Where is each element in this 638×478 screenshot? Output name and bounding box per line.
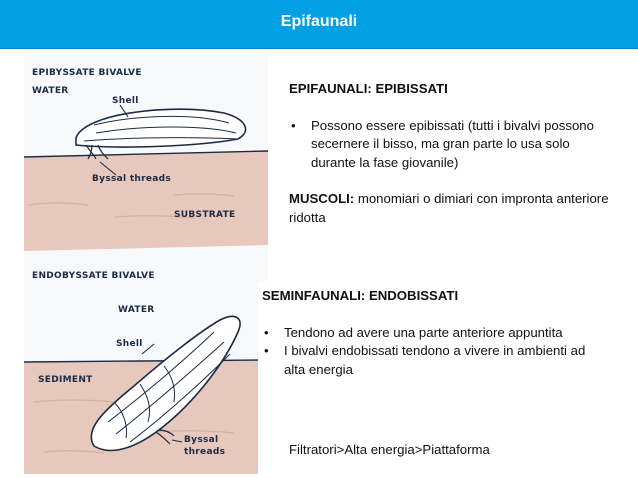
slide-header bbox=[0, 0, 638, 49]
epibyssate-title: EPIBYSSATE BIVALVE bbox=[32, 68, 142, 78]
endobyssate-shell-label: Shell bbox=[116, 339, 143, 349]
epibyssate-byssal-label: Byssal threads bbox=[92, 174, 172, 184]
footer-note-text: Filtratori>Alta energia>Piattaforma bbox=[289, 442, 490, 457]
epibyssate-shell-label: Shell bbox=[112, 96, 139, 106]
epibissati-bullets bbox=[289, 117, 609, 173]
endobyssate-title: ENDOBYSSATE BIVALVE bbox=[32, 271, 155, 281]
endobyssate-water-label: WATER bbox=[118, 305, 155, 315]
bullet-item: • Possono essere epibissati (tutti i bivalvi possono secernere il bisso, ma gran parte lo usa solo durante la fase giovanile) bbox=[289, 117, 609, 173]
epibyssate-substrate-label: SUBSTRATE bbox=[174, 210, 236, 220]
epibyssate-water-label: WATER bbox=[32, 86, 69, 96]
epibyssate-shell bbox=[76, 109, 246, 147]
bullet-item: • I bivalvi endobissati tendono a vivere in ambienti ad alta energia bbox=[262, 342, 592, 379]
slide-title: Epifaunali bbox=[280, 13, 358, 30]
endobissati-section bbox=[262, 287, 592, 379]
endobyssate-sediment-label: SEDIMENT bbox=[38, 375, 93, 385]
endobissati-heading: SEMINFAUNALI: ENDOBISSATI bbox=[262, 288, 459, 303]
epibissati-heading: EPIFAUNALI: EPIBISSATI bbox=[289, 81, 448, 96]
epibissati-section bbox=[289, 80, 609, 227]
muscoli-paragraph bbox=[289, 190, 609, 227]
endobyssate-figure bbox=[24, 262, 258, 474]
endobyssate-drawing bbox=[24, 262, 258, 474]
bullet-item: • Tendono ad avere una parte anteriore appuntita bbox=[262, 324, 592, 343]
muscoli-text: monomiari o dimiari con impronta anteriore ridotta bbox=[289, 191, 609, 225]
epibyssate-drawing bbox=[24, 55, 268, 281]
footer-note bbox=[289, 441, 609, 460]
endobyssate-byssal-label-1: Byssal bbox=[184, 435, 219, 445]
muscoli-label: MUSCOLI: bbox=[289, 191, 355, 206]
epibyssate-figure bbox=[24, 55, 268, 281]
endobissati-bullets bbox=[262, 324, 592, 380]
endobyssate-byssal-label-2: threads bbox=[184, 447, 226, 457]
